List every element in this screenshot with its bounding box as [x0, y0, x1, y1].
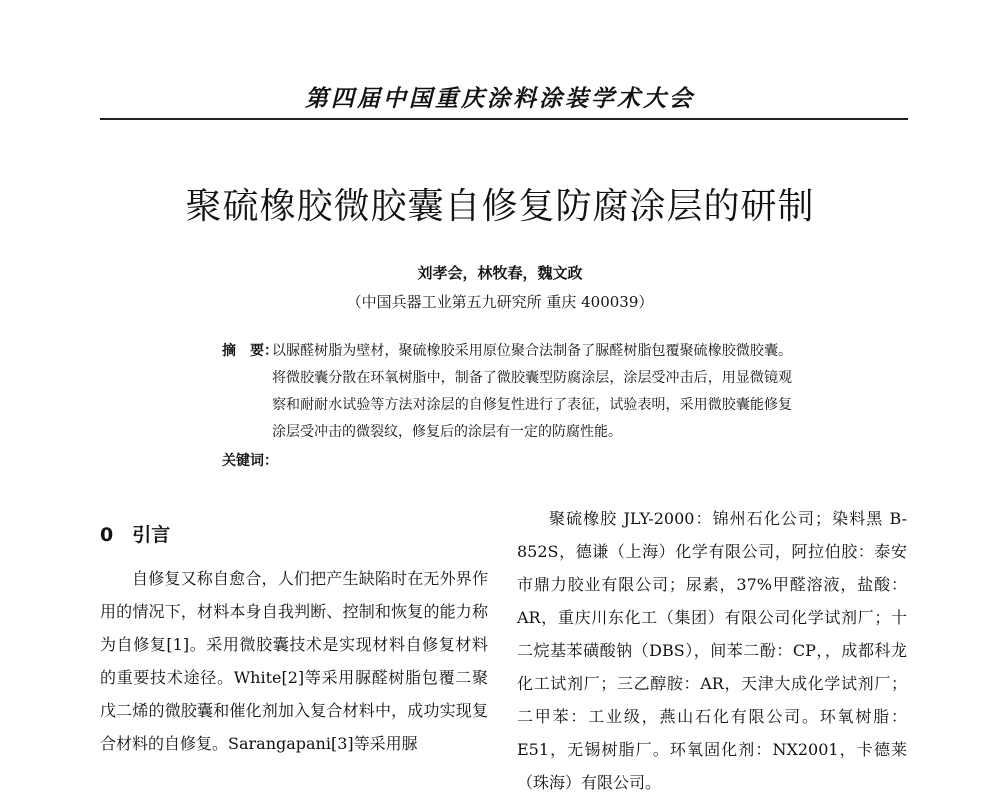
- conference-header: 第四届中国重庆涂料涂装学术大会: [305, 85, 695, 112]
- introduction-paragraph: 自修复又称自愈合，人们把产生缺陷时在无外界作用的情况下，材料本身自我判断、控制和恢复的能力称为自修复[1]。采用微胶囊技术是实现材料自修复材料的重要技术途径。White[2]等采用脲醛树脂包覆二聚戊二烯的微胶囊和催化剂加入复合材料中，成功实现复合材料的自修复。Sarangapani[3]等采用脲: [100, 569, 488, 753]
- left-column: [100, 520, 488, 760]
- right-column: [517, 502, 907, 799]
- abstract-label: 摘 要：: [222, 343, 278, 359]
- abstract-text: 以脲醛树脂为壁材，聚硫橡胶采用原位聚合法制备了脲醛树脂包覆聚硫橡胶微胶囊。将微胶囊分散在环氧树脂中，制备了微胶囊型防腐涂层，涂层受冲击后，用显微镜观察和耐耐水试验等方法对涂层的自修复性进行了表征，试验表明，采用微胶囊能修复涂层受冲击的微裂纹，修复后的涂层有一定的防腐性能。: [272, 343, 792, 440]
- paper-authors: 刘孝会，林牧春，魏文政: [417, 264, 583, 282]
- abstract-block: [222, 338, 792, 446]
- paper-title: 聚硫橡胶微胶囊自修复防腐涂层的研制: [185, 186, 815, 227]
- keywords-label: 关键词：: [222, 453, 278, 469]
- materials-paragraph: 聚硫橡胶 JLY-2000：锦州石化公司；染料黑 B-852S，德谦（上海）化学有限公司，阿拉伯胶：泰安市鼎力胶业有限公司；尿素，37%甲醛溶液，盐酸：AR，重庆川东化工（集团）有限公司化学试剂厂；十二烷基苯磺酸钠（DBS），间苯二酚：CP，，成都科龙化工试剂厂；三乙醇胺：AR，天津大成化学试剂厂；二甲苯：工业级，燕山石化有限公司。环氧树脂：E51，无锡树脂厂。环氧固化剂：NX2001，卡德莱（珠海）有限公司。: [517, 509, 907, 792]
- header-divider: [100, 118, 908, 120]
- section-heading-introduction: 0 引言: [100, 524, 171, 546]
- paper-affiliation: （中国兵器工业第五九研究所 重庆 400039）: [346, 293, 654, 311]
